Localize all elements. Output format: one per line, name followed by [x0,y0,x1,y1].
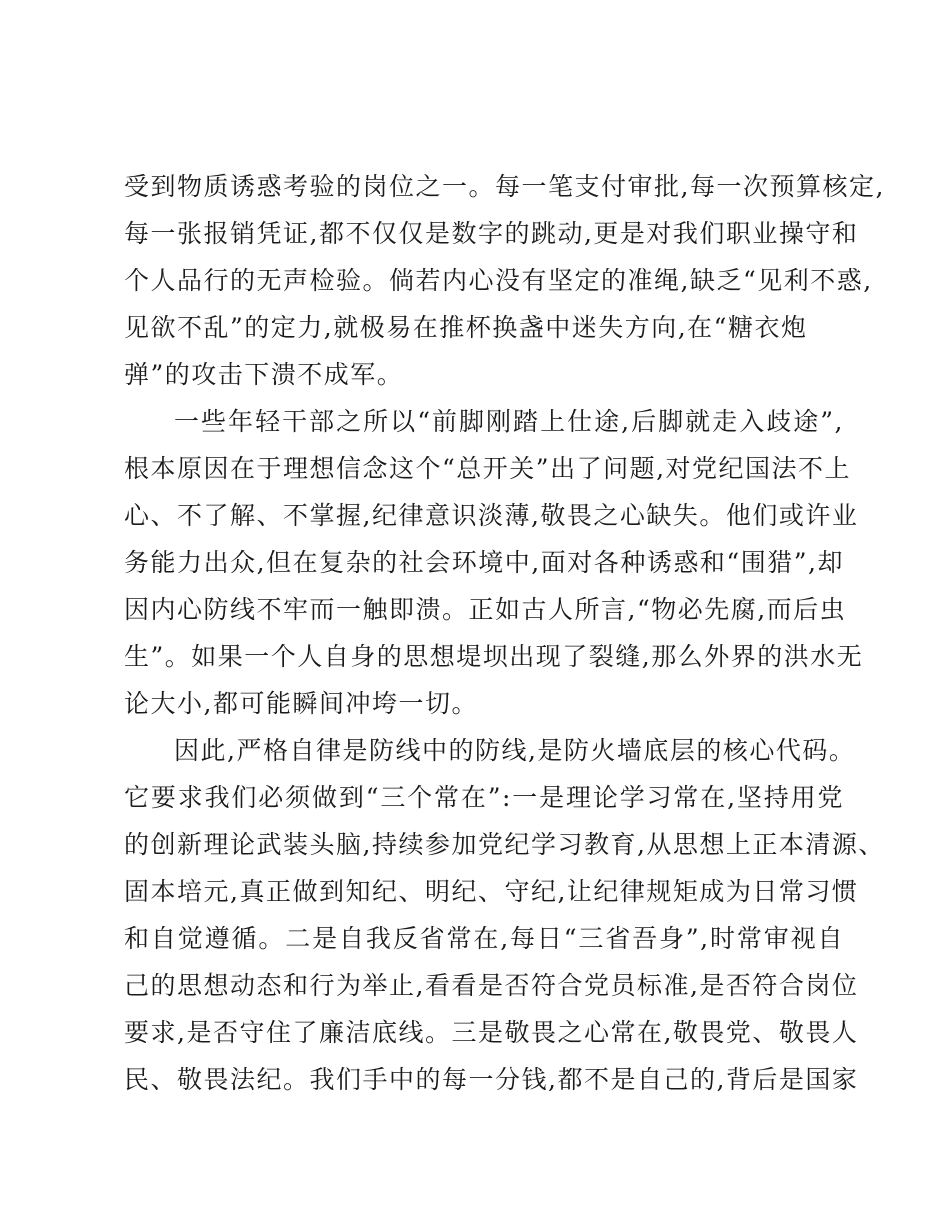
text-line: 心、不了解、不掌握,纪律意识淡薄,敬畏之心缺失。他们或许业 [124,501,859,530]
text-line: 个人品行的无声检验。倘若内心没有坚定的准绳,缺乏“见利不惑, [124,266,873,295]
text-line: 它要求我们必须做到“三个常在”:一是理论学习常在,坚持用党 [124,783,844,812]
text-line: 见欲不乱”的定力,就极易在推杯换盏中迷失方向,在“糖衣炮 [124,313,808,342]
text-line: 因内心防线不牢而一触即溃。正如古人所言,“物必先腐,而后虫 [124,595,847,624]
paragraph-first-line: 一些年轻干部之所以“前脚刚踏上仕途,后脚就走入歧途”, [174,407,844,436]
text-line: 务能力出众,但在复杂的社会环境中,面对各种诱惑和“围猎”,却 [124,548,844,577]
text-line: 生”。如果一个人自身的思想堤坝出现了裂缝,那么外界的洪水无 [124,642,864,671]
text-line: 论大小,都可能瞬间冲垮一切。 [124,689,478,718]
text-line: 己的思想动态和行为举止,看看是否符合党员标准,是否符合岗位 [124,971,859,1000]
text-line: 的创新理论武装头脑,持续参加党纪学习教育,从思想上正本清源、 [124,830,885,859]
document-body [124,163,885,1103]
text-line: 弹”的攻击下溃不成军。 [124,360,404,389]
text-line: 和自觉遵循。二是自我反省常在,每日“三省吾身”,时常审视自 [124,924,844,953]
text-line: 要求,是否守住了廉洁底线。三是敬畏之心常在,敬畏党、敬畏人 [124,1018,859,1047]
text-line: 固本培元,真正做到知纪、明纪、守纪,让纪律规矩成为日常习惯 [124,877,859,906]
text-line: 民、敬畏法纪。我们手中的每一分钱,都不是自己的,背后是国家 [124,1065,859,1094]
text-line: 根本原因在于理想信念这个“总开关”出了问题,对党纪国法不上 [124,454,852,483]
text-line: 受到物质诱惑考验的岗位之一。每一笔支付审批,每一次预算核定, [124,172,885,201]
paragraph-first-line: 因此,严格自律是防线中的防线,是防火墙底层的核心代码。 [174,736,856,765]
text-line: 每一张报销凭证,都不仅仅是数字的跳动,更是对我们职业操守和 [124,219,859,248]
